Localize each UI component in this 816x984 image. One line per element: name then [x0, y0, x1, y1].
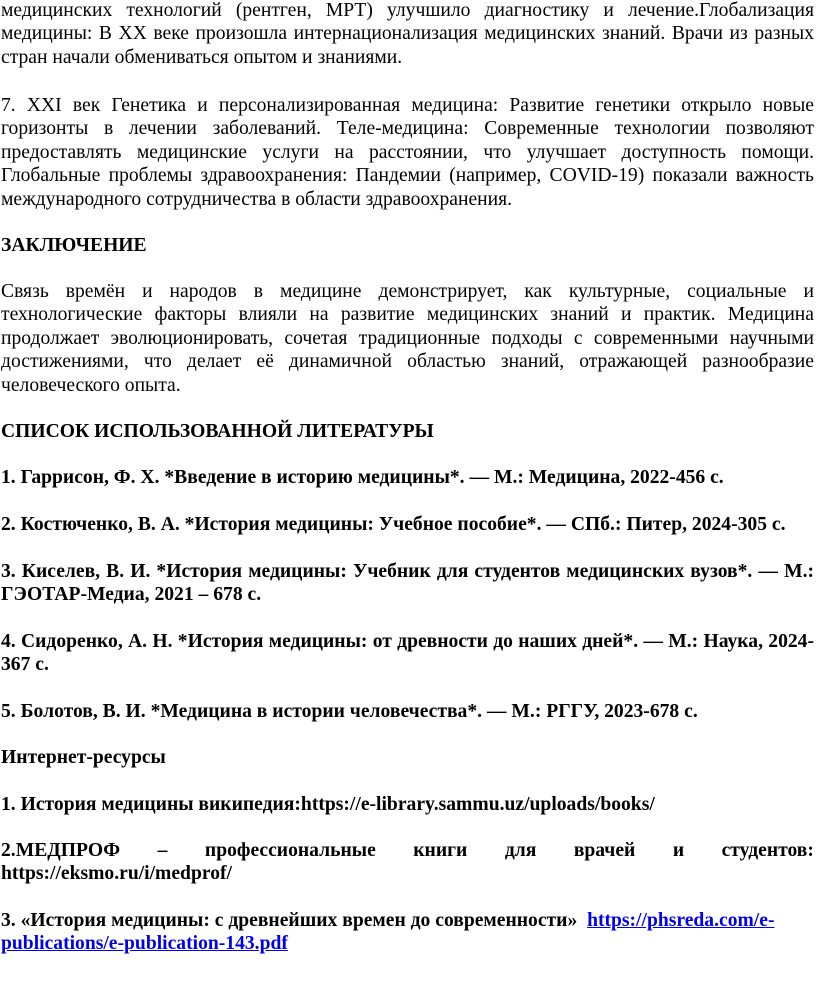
reference-item-2: 2. Костюченко, В. А. *История медицины: Учебное пособие*. — СПб.: Питер, 2024-305 с.: [1, 514, 786, 535]
section-7-paragraph: 7. XXI век Генетика и персонализированная медицина: Развитие генетики открыло новые горизонты в лечении заболеваний. Теле-медицина: Современные технологии позволяют предоставлять медицинские услуги на расстоянии, что улучшает доступность помощи. Глобальные проблемы здравоохранения: Пандемии (например, COVID-19) показали важность международного сотрудничества в области здравоохранения.: [1, 95, 814, 210]
internet-item-2-word: профессиональные: [204, 840, 376, 861]
intro-paragraph: медицинских технологий (рентген, МРТ) улучшило диагностику и лечение.Глобализация медицины: В XX веке произошла интернационализация медицинских знаний. Врачи из разных стран начали обмениваться опытом и знаниями.: [1, 0, 814, 68]
internet-item-2-word: студентов:: [721, 840, 814, 861]
conclusion-paragraph: Связь времён и народов в медицине демонстрирует, как культурные, социальные и технологические факторы влияли на развитие медицинских знаний и практик. Медицина продолжает эволюционировать, сочетая традиционные подходы с современными научными достижениями, что делает её динамичной областью знаний, отражающей разнообразие человеческого опыта.: [1, 281, 814, 396]
internet-item-2-word: и: [672, 840, 685, 861]
internet-item-2-line-1: [1, 839, 814, 862]
internet-item-2: [1, 839, 814, 886]
internet-item-3: [1, 909, 814, 956]
internet-item-1: 1. История медицины википедия:https://e-library.sammu.uz/uploads/books/: [1, 794, 655, 815]
reference-item-3: 3. Киселев, В. И. *История медицины: Учебник для студентов медицинских вузов*. — М.: ГЭОТАР-Медиа, 2021 – 678 с.: [1, 561, 814, 606]
references-heading: СПИСОК ИСПОЛЬЗОВАННОЙ ЛИТЕРАТУРЫ: [1, 421, 434, 442]
reference-item-4: 4. Сидоренко, А. Н. *История медицины: от древности до наших дней*. — М.: Наука, 2024-367 с.: [1, 631, 814, 676]
internet-item-3-link[interactable]: https://phsreda.com/e-publications/e-publication-143.pdf: [1, 910, 775, 955]
internet-item-3-text: 3. «История медицины: с древнейших времен до современности»: [1, 910, 578, 931]
conclusion-heading: ЗАКЛЮЧЕНИЕ: [1, 235, 147, 256]
internet-item-2-url: https://eksmo.ru/i/medprof/: [1, 863, 232, 885]
internet-item-2-word: книги: [413, 840, 468, 861]
internet-item-2-word: врачей: [573, 840, 636, 861]
reference-item-1: 1. Гаррисон, Ф. Х. *Введение в историю медицины*. — М.: Медицина, 2022-456 с.: [1, 467, 724, 488]
internet-resources-heading: Интернет-ресурсы: [1, 747, 166, 768]
internet-item-2-word: –: [157, 840, 168, 861]
reference-item-5: 5. Болотов, В. И. *Медицина в истории человечества*. — М.: РГГУ, 2023-678 с.: [1, 701, 698, 722]
internet-item-2-word: для: [504, 840, 537, 861]
internet-item-2-word: 2.МЕДПРОФ: [1, 840, 121, 861]
